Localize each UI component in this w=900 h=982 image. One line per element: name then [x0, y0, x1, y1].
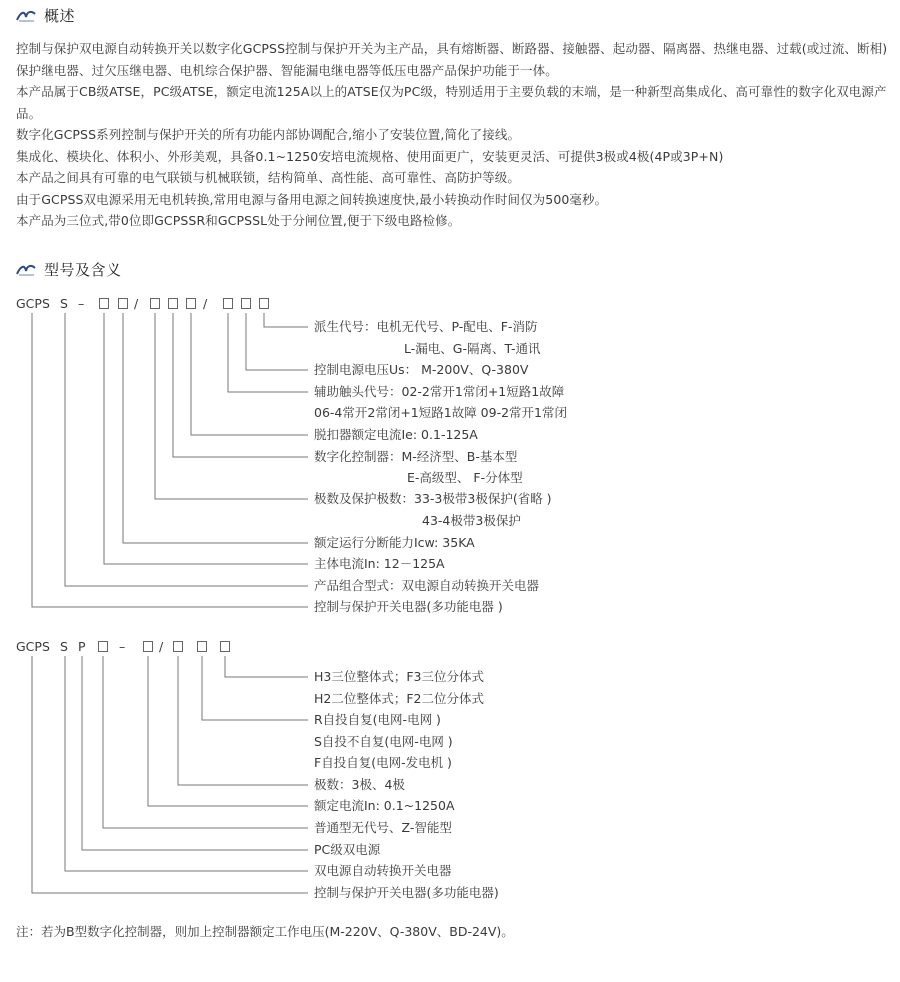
diagram2-label: 普通型无代号、Z-智能型	[314, 820, 452, 835]
code-box	[150, 298, 160, 309]
leader-line	[191, 313, 308, 435]
overview-title: 概述	[44, 6, 76, 25]
leader-line	[178, 656, 308, 785]
diagram2-label: 双电源自动转换开关电器	[314, 863, 452, 878]
overview-paragraph: 本产品属于CB级ATSE，PC级ATSE，额定电流125A以上的ATSE仅为PC级，特别适用于主要负载的末端，是一种新型高集成化、高可靠性的数字化双电源产品。	[16, 84, 887, 121]
leader-line	[82, 656, 308, 850]
model-heading	[16, 258, 122, 280]
code-box	[168, 298, 178, 309]
leader-line	[173, 313, 308, 457]
code-box	[241, 298, 251, 309]
code-slash: /	[134, 296, 139, 311]
overview-paragraph: 控制与保护双电源自动转换开关以数字化GCPSS控制与保护开关为主产品，具有熔断器、断路器、接触器、起动器、隔离器、热继电器、过载(或过流、断相)保护继电器、过欠压继电器、电机综合保护器、智能漏电继电器等低压电器产品保护功能于一体。	[16, 41, 888, 78]
leader-line	[155, 313, 308, 499]
overview-paragraph: 本产品为三位式,带0位即GCPSSR和GCPSSL处于分闸位置,便于下级电路检修。	[16, 213, 461, 228]
leader-line	[65, 313, 308, 586]
diagram1-label: 控制与保护开关电器(多功能电器 )	[314, 599, 503, 614]
diagram2-label: H2二位整体式；F2二位分体式	[314, 691, 484, 706]
code-box	[143, 641, 153, 652]
code-box	[186, 298, 196, 309]
diagram1-label: 数字化控制器：M-经济型、B-基本型	[314, 449, 518, 464]
overview-heading	[16, 4, 75, 26]
diagram2-label: F自投自复(电网-发电机 )	[314, 755, 452, 770]
code-box	[173, 641, 183, 652]
overview-paragraph: 由于GCPSS双电源采用无电机转换,常用电源与备用电源之间转换速度快,最小转换动作时间仅为500毫秒。	[16, 191, 608, 207]
diagram1-label: 辅助触头代号：02-2常开1常闭+1短路1故障	[314, 384, 565, 399]
leader-line	[228, 313, 308, 392]
diagram1-label: L-漏电、G-隔离、T-通讯	[404, 341, 541, 356]
diagram2-label: S自投不自复(电网-电网 )	[314, 734, 453, 749]
model-note: 注：若为B型数字化控制器，则加上控制器额定工作电压(M-220V、Q-380V、BD-24V)。	[16, 924, 514, 939]
code-s: S	[60, 639, 68, 654]
leader-line	[32, 313, 308, 607]
diagram1-label: 额定运行分断能力Icw: 35KA	[314, 535, 475, 550]
diagram1-label: E-高级型、 F-分体型	[407, 470, 523, 485]
leader-line	[65, 656, 308, 871]
code-box	[223, 298, 233, 309]
overview-paragraph: 数字化GCPSS系列控制与保护开关的所有功能内部协调配合,缩小了安装位置,简化了接线。	[16, 127, 521, 142]
overview-paragraph: 本产品之间具有可靠的电气联锁与机械联锁，结构简单、高性能、高可靠性、高防护等级。	[16, 170, 521, 185]
leader-line	[246, 313, 308, 370]
brand-logo-icon	[16, 8, 36, 22]
diagram2-label: H3三位整体式；F3三位分体式	[314, 669, 484, 684]
code-prefix: GCPS	[16, 296, 50, 311]
diagram1-label: 脱扣器额定电流Ie: 0.1-125A	[314, 427, 478, 442]
overview-paragraph: 集成化、模块化、体积小、外形美观，具备0.1~1250安培电流规格、使用面更广，安装更灵活、可提供3极或4极(4P或3P+N)	[16, 148, 724, 164]
leader-line	[32, 656, 308, 893]
overview-body	[16, 38, 888, 232]
code-s: S	[60, 296, 68, 311]
diagram2-label: 极数：3极、4极	[314, 777, 405, 792]
leader-line	[264, 313, 308, 327]
brand-logo-icon	[16, 262, 36, 276]
diagram2-label: R自投自复(电网-电网 )	[314, 712, 441, 727]
diagram2-label: 控制与保护开关电器(多功能电器)	[314, 885, 499, 900]
code-box	[259, 298, 269, 309]
code-slash: /	[203, 296, 208, 311]
code-box	[118, 298, 128, 309]
code-box	[220, 641, 230, 652]
diagram1-label: 主体电流In: 12－125A	[314, 556, 445, 571]
code-dash: –	[78, 296, 85, 311]
leader-line	[202, 656, 308, 720]
code-dash: –	[119, 639, 126, 654]
diagram1-label: 产品组合型式：双电源自动转换开关电器	[314, 578, 540, 593]
diagram1-label: 43-4极带3极保护	[422, 513, 521, 528]
code-p: P	[78, 639, 86, 654]
diagram2-label: PC级双电源	[314, 842, 381, 857]
diagram1-label: 控制电源电压Us： M-200V、Q-380V	[314, 362, 529, 377]
diagram2-label: 额定电流In: 0.1~1250A	[314, 798, 455, 813]
leader-line	[225, 656, 308, 677]
diagram1-label: 极数及保护极数：33-3极带3极保护(省略 )	[314, 491, 552, 506]
code-slash: /	[159, 639, 164, 654]
leader-line	[148, 656, 308, 806]
leader-line	[123, 313, 308, 543]
diagram1-label: 派生代号：电机无代号、P-配电、F-消防	[314, 319, 538, 334]
code-box	[99, 298, 109, 309]
leader-line	[103, 656, 308, 828]
model-title: 型号及含义	[44, 260, 122, 279]
code-box	[98, 641, 108, 652]
code-box	[197, 641, 207, 652]
code-prefix: GCPS	[16, 639, 50, 654]
diagram1-label: 06-4常开2常闭+1短路1故障 09-2常开1常闭	[314, 405, 567, 420]
leader-line	[104, 313, 308, 564]
